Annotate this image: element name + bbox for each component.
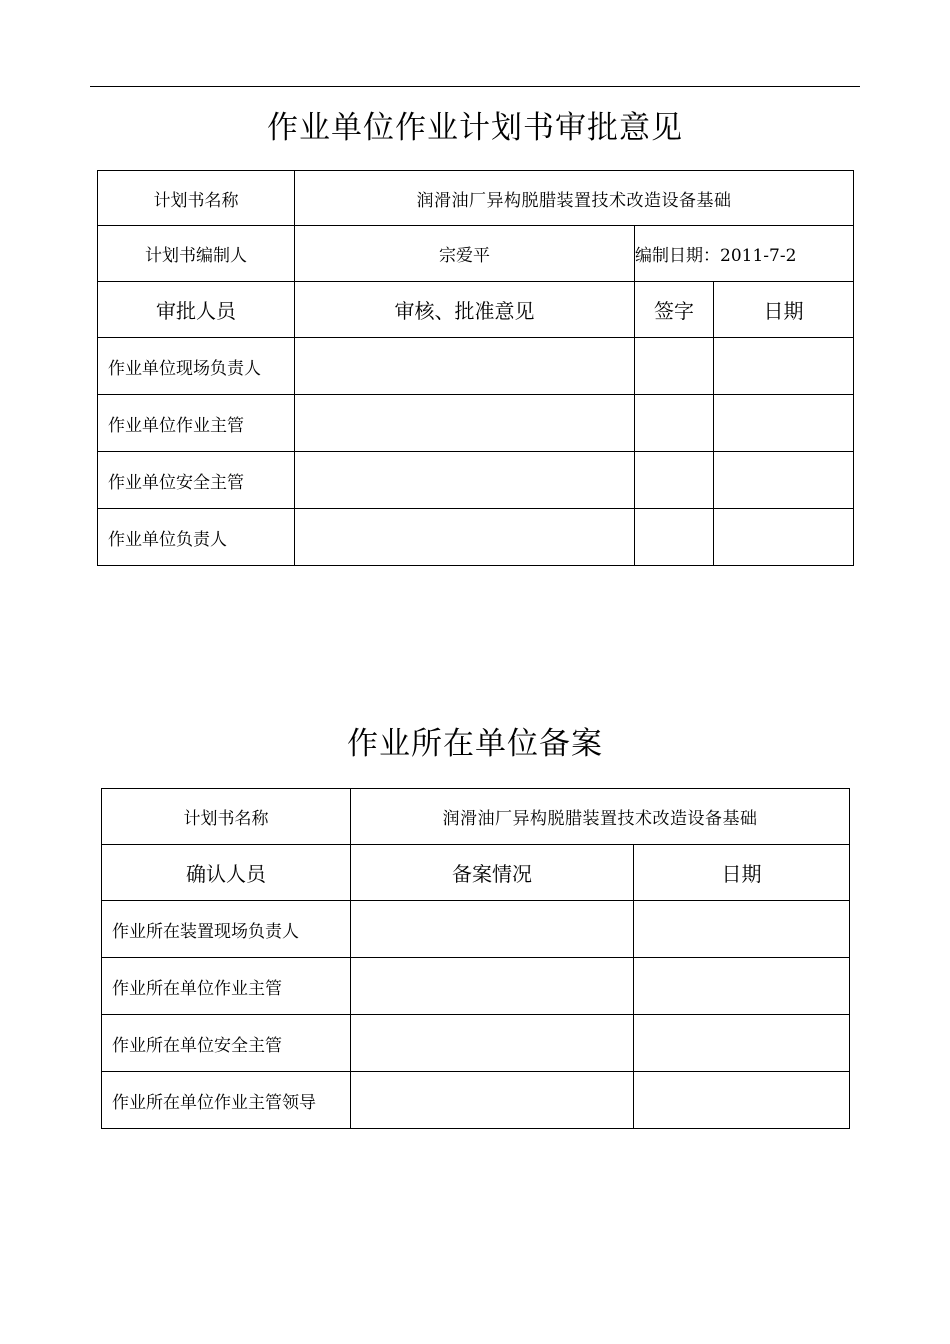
plan-name-label: 计划书名称 xyxy=(98,171,295,226)
signature-cell[interactable] xyxy=(635,338,714,395)
signature-cell[interactable] xyxy=(635,395,714,452)
plan-name-row xyxy=(98,171,854,226)
header-approver: 审批人员 xyxy=(98,282,295,338)
opinion-cell[interactable] xyxy=(295,509,635,566)
header-record-status: 备案情况 xyxy=(351,845,634,901)
table-row xyxy=(98,395,854,452)
record-status-cell[interactable] xyxy=(351,958,634,1015)
table-row xyxy=(102,958,850,1015)
approver-role: 作业单位作业主管 xyxy=(98,395,295,452)
approver-role: 作业单位负责人 xyxy=(98,509,295,566)
date-cell[interactable] xyxy=(714,509,854,566)
record-status-cell[interactable] xyxy=(351,1015,634,1072)
approval-header-row xyxy=(98,282,854,338)
confirmer-role: 作业所在装置现场负责人 xyxy=(102,901,351,958)
date-cell[interactable] xyxy=(714,395,854,452)
record-plan-name-label: 计划书名称 xyxy=(102,789,351,845)
header-record-date: 日期 xyxy=(634,845,850,901)
record-status-cell[interactable] xyxy=(351,1072,634,1129)
author-row xyxy=(98,226,854,282)
record-date-cell[interactable] xyxy=(634,1072,850,1129)
approval-table xyxy=(97,170,854,566)
opinion-cell[interactable] xyxy=(295,395,635,452)
plan-name-value[interactable]: 润滑油厂异构脱腊装置技术改造设备基础 xyxy=(295,171,854,226)
record-plan-name-value[interactable]: 润滑油厂异构脱腊装置技术改造设备基础 xyxy=(351,789,850,845)
table-row xyxy=(98,338,854,395)
top-rule xyxy=(90,86,860,87)
opinion-cell[interactable] xyxy=(295,338,635,395)
record-header-row xyxy=(102,845,850,901)
confirmer-role: 作业所在单位作业主管 xyxy=(102,958,351,1015)
header-signature: 签字 xyxy=(635,282,714,338)
table-row xyxy=(98,452,854,509)
record-date-cell[interactable] xyxy=(634,1015,850,1072)
confirmer-role: 作业所在单位安全主管 xyxy=(102,1015,351,1072)
date-cell[interactable] xyxy=(714,338,854,395)
header-opinion: 审核、批准意见 xyxy=(295,282,635,338)
compile-date-cell[interactable] xyxy=(635,226,854,282)
record-plan-name-row xyxy=(102,789,850,845)
date-cell[interactable] xyxy=(714,452,854,509)
signature-cell[interactable] xyxy=(635,509,714,566)
confirmer-role: 作业所在单位作业主管领导 xyxy=(102,1072,351,1129)
record-table xyxy=(101,788,850,1129)
record-date-cell[interactable] xyxy=(634,901,850,958)
approval-title: 作业单位作业计划书审批意见 xyxy=(267,110,683,146)
approver-role: 作业单位安全主管 xyxy=(98,452,295,509)
table-row xyxy=(98,509,854,566)
header-date: 日期 xyxy=(714,282,854,338)
record-status-cell[interactable] xyxy=(351,901,634,958)
record-date-cell[interactable] xyxy=(634,958,850,1015)
author-value[interactable]: 宗爱平 xyxy=(295,226,635,282)
header-confirmer: 确认人员 xyxy=(102,845,351,901)
table-row xyxy=(102,901,850,958)
table-row xyxy=(102,1072,850,1129)
compile-date-value: 2011-7-2 xyxy=(720,246,797,266)
compile-date-label: 编制日期： xyxy=(635,246,720,266)
opinion-cell[interactable] xyxy=(295,452,635,509)
signature-cell[interactable] xyxy=(635,452,714,509)
author-label: 计划书编制人 xyxy=(98,226,295,282)
table-row xyxy=(102,1015,850,1072)
record-title: 作业所在单位备案 xyxy=(347,726,603,762)
approver-role: 作业单位现场负责人 xyxy=(98,338,295,395)
